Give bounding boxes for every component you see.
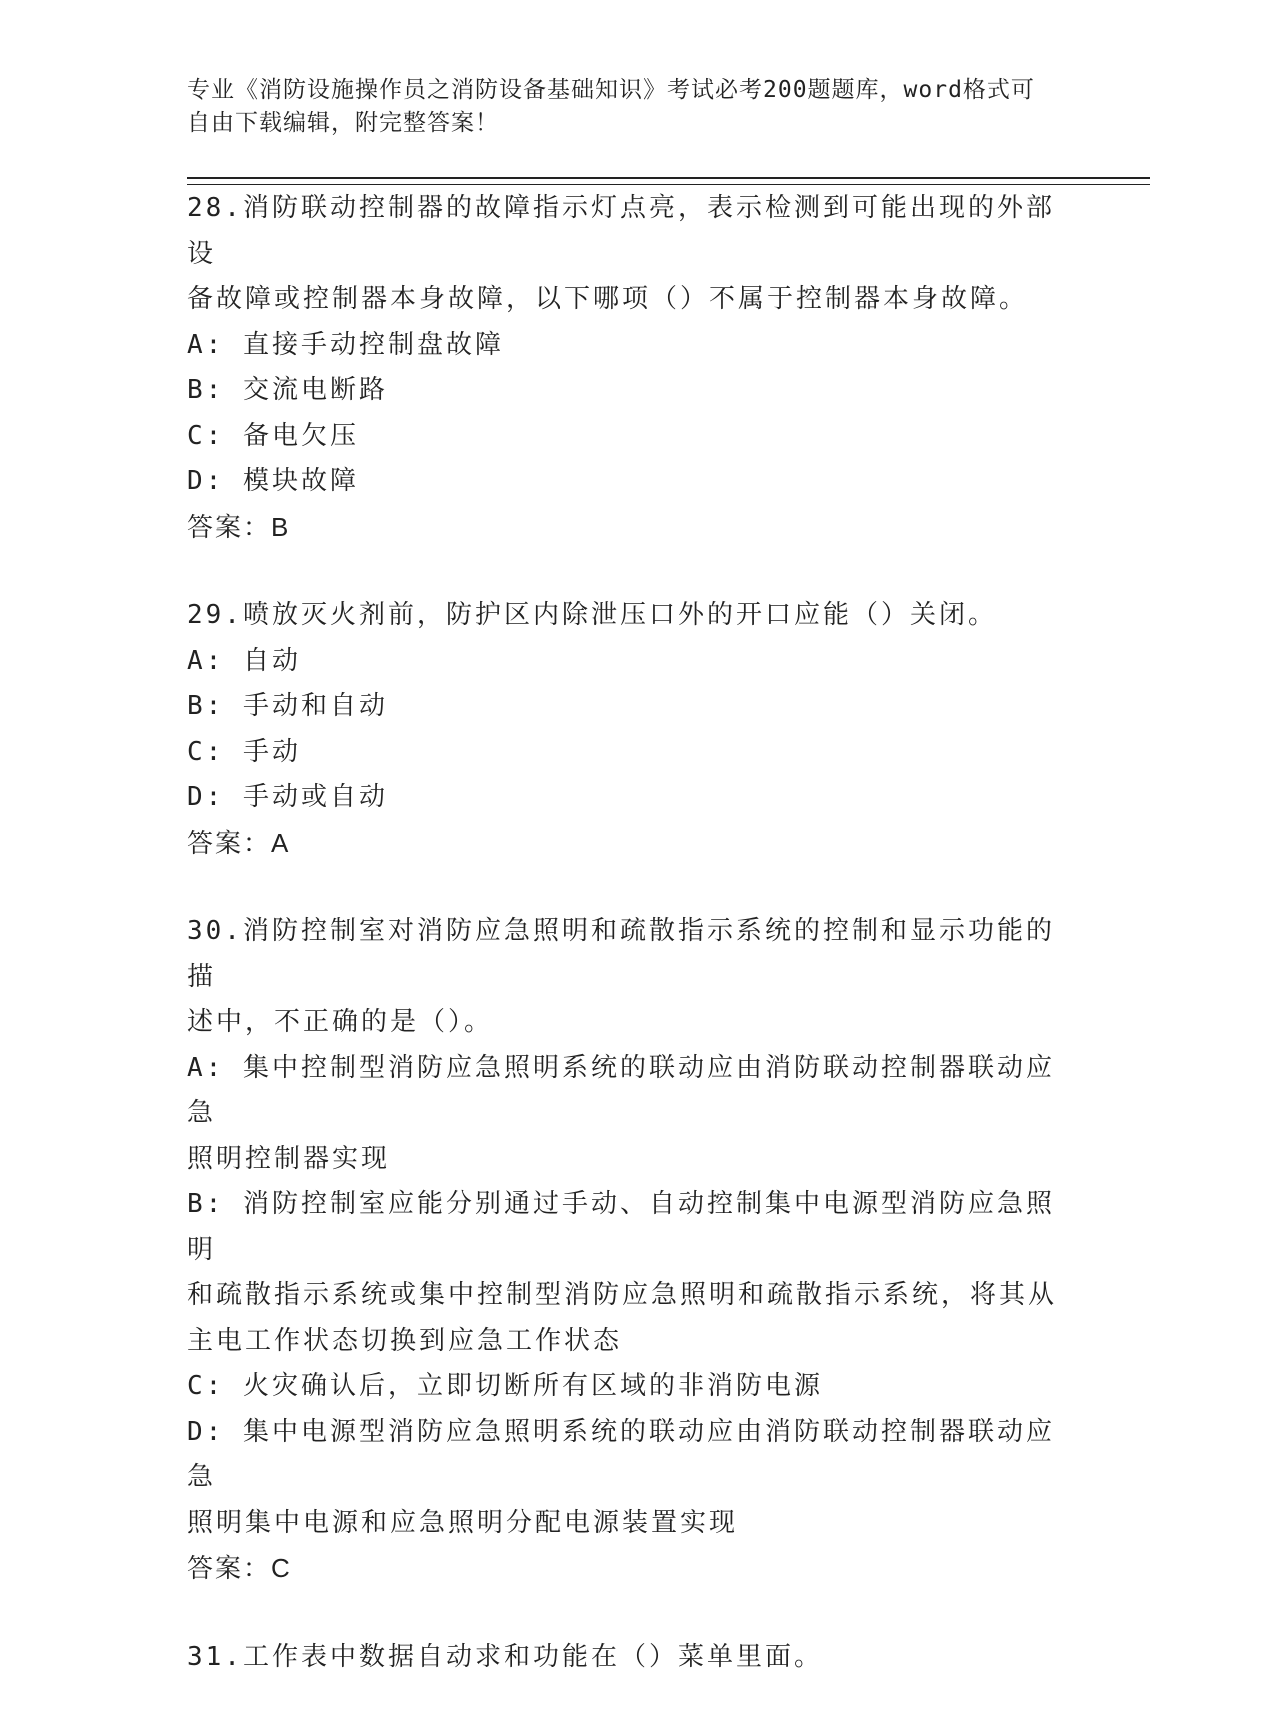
answer-option bbox=[187, 1410, 1077, 1547]
question-stem-line: 31.工作表中数据自动求和功能在（）菜单里面。 bbox=[187, 1641, 823, 1672]
answer-option-line: C: 火灾确认后，立即切断所有区域的非消防电源 bbox=[187, 1371, 823, 1401]
answer-option-line: B: 手动和自动 bbox=[187, 691, 388, 721]
header-line-1: 专业《消防设施操作员之消防设备基础知识》考试必考200题题库，word格式可 bbox=[187, 77, 1035, 103]
answer-option-line: D: 模块故障 bbox=[187, 466, 359, 496]
question-block bbox=[187, 186, 1077, 550]
answer-option bbox=[187, 459, 1077, 505]
answer-key: 答案：C bbox=[187, 1553, 292, 1583]
answer-option bbox=[187, 775, 1077, 821]
question-block bbox=[187, 1635, 1077, 1681]
answer-option-line: D: 集中电源型消防应急照明系统的联动应由消防联动控制器联动应急 bbox=[187, 1416, 1055, 1492]
answer-option-line: C: 手动 bbox=[187, 736, 301, 767]
answer-option bbox=[187, 1364, 1077, 1410]
answer-option-line: D: 手动或自动 bbox=[187, 782, 388, 812]
answer-option-line: 照明集中电源和应急照明分配电源装置实现 bbox=[187, 1507, 739, 1538]
question-block bbox=[187, 593, 1077, 866]
answer-option-line: A: 自动 bbox=[187, 645, 301, 676]
question-stem-line: 30.消防控制室对消防应急照明和疏散指示系统的控制和显示功能的描 bbox=[187, 916, 1055, 992]
document-header bbox=[187, 74, 1087, 140]
answer-key: 答案：B bbox=[187, 511, 291, 542]
question-stem-line: 备故障或控制器本身故障，以下哪项（）不属于控制器本身故障。 bbox=[187, 284, 1029, 314]
answer-option-line: 照明控制器实现 bbox=[187, 1143, 391, 1174]
question-list bbox=[187, 186, 1077, 1723]
header-line-2: 自由下载编辑，附完整答案！ bbox=[187, 110, 499, 136]
answer-option-line: 主电工作状态切换到应急工作状态 bbox=[187, 1325, 623, 1356]
answer-key: 答案：A bbox=[187, 827, 291, 858]
answer-option bbox=[187, 684, 1077, 730]
answer-option bbox=[187, 639, 1077, 685]
answer-option-line: 和疏散指示系统或集中控制型消防应急照明和疏散指示系统，将其从 bbox=[187, 1280, 1058, 1310]
answer-option bbox=[187, 1046, 1077, 1183]
question-stem-line: 述中，不正确的是（）。 bbox=[187, 1007, 494, 1037]
answer-option bbox=[187, 730, 1077, 776]
answer-option-line: C: 备电欠压 bbox=[187, 420, 359, 451]
answer-option-line: A: 直接手动控制盘故障 bbox=[187, 329, 504, 360]
header-divider-thick bbox=[187, 177, 1150, 179]
answer-option-line: B: 交流电断路 bbox=[187, 375, 388, 405]
question-stem-line: 29.喷放灭火剂前，防护区内除泄压口外的开口应能（）关闭。 bbox=[187, 600, 997, 630]
question-block bbox=[187, 909, 1077, 1592]
answer-option bbox=[187, 323, 1077, 369]
answer-option bbox=[187, 1182, 1077, 1364]
question-stem-line: 28.消防联动控制器的故障指示灯点亮，表示检测到可能出现的外部设 bbox=[187, 193, 1055, 269]
answer-option-line: A: 集中控制型消防应急照明系统的联动应由消防联动控制器联动应急 bbox=[187, 1052, 1055, 1128]
answer-option bbox=[187, 368, 1077, 414]
answer-option-line: B: 消防控制室应能分别通过手动、自动控制集中电源型消防应急照明 bbox=[187, 1189, 1055, 1265]
answer-option bbox=[187, 414, 1077, 460]
header-divider-thin bbox=[187, 184, 1150, 185]
